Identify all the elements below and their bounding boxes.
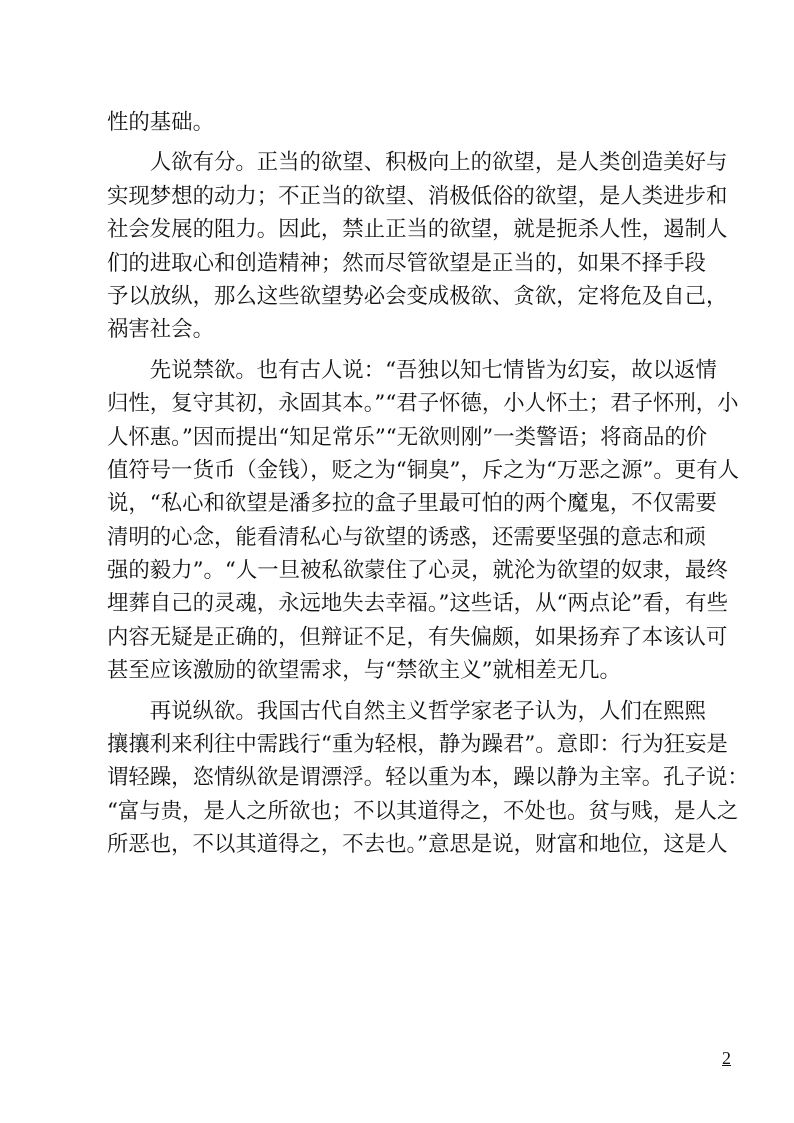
text-line: 祸害社会。	[107, 317, 214, 343]
text-line: 先说禁欲。也有古人说：“吾独以知七情皆为幻妄，故以返情	[107, 357, 717, 383]
text-line: 说，“私心和欲望是潘多拉的盒子里最可怕的两个魔鬼，不仅需要	[107, 491, 717, 517]
paragraph-1	[107, 106, 697, 139]
text-line: 再说纵欲。我国古代自然主义哲学家老子认为，人们在熙熙	[107, 698, 706, 724]
paragraph-4	[107, 695, 749, 862]
text-line: 谓轻躁，恣情纵欲是谓漂浮。轻以重为本，躁以静为主宰。孔子说：	[107, 765, 749, 791]
text-line: 实现梦想的动力；不正当的欲望、消极低俗的欲望，是人类进步和	[107, 183, 728, 209]
text-line: 攘攘利来利往中需践行“重为轻根，静为躁君”。意即：行为狂妄是	[107, 732, 728, 758]
text-line: 们的进取心和创造精神；然而尽管欲望是正当的，如果不择手段	[107, 250, 706, 276]
text-line: 社会发展的阻力。因此，禁止正当的欲望，就是扼杀人性，遏制人	[107, 217, 728, 243]
text-line: 性的基础。	[107, 110, 214, 135]
text-line: 甚至应该激励的欲望需求，与“禁欲主义”就相差无几。	[107, 658, 621, 684]
text-line: 人欲有分。正当的欲望、积极向上的欲望，是人类创造美好与	[107, 150, 728, 176]
body-text	[107, 106, 749, 862]
page-number: 2	[722, 1048, 731, 1068]
text-line: 强的毅力”。“人一旦被私欲蒙住了心灵，就沦为欲望的奴隶，最终	[107, 558, 728, 584]
text-line: 归性，复守其初，永固其本。”“君子怀德，小人怀土；君子怀刑，小	[107, 391, 739, 417]
text-line: 值符号一货币（金钱），贬之为“铜臭”，斥之为“万恶之源”。更有人	[107, 457, 739, 483]
text-line: “富与贵，是人之所欲也；不以其道得之，不处也。贫与贱，是人之	[107, 798, 739, 824]
text-line: 所恶也，不以其道得之，不去也。”意思是说，财富和地位，这是人	[107, 832, 728, 858]
text-line: 予以放纵，那么这些欲望势必会变成极欲、贪欲，定将危及自己，	[107, 283, 728, 309]
paragraph-2	[107, 146, 728, 346]
paragraph-3	[107, 354, 739, 688]
text-line: 埋葬自己的灵魂，永远地失去幸福。”这些话，从“两点论”看，有些	[107, 591, 729, 617]
text-line: 内容无疑是正确的，但辩证不足，有失偏颇，如果扬弃了本该认可	[107, 624, 728, 650]
text-line: 清明的心念，能看清私心与欲望的诱惑，还需要坚强的意志和顽	[107, 524, 706, 550]
text-line: 人怀惠。”因而提出“知足常乐”“无欲则刚”一类警语；将商品的价	[107, 424, 708, 450]
